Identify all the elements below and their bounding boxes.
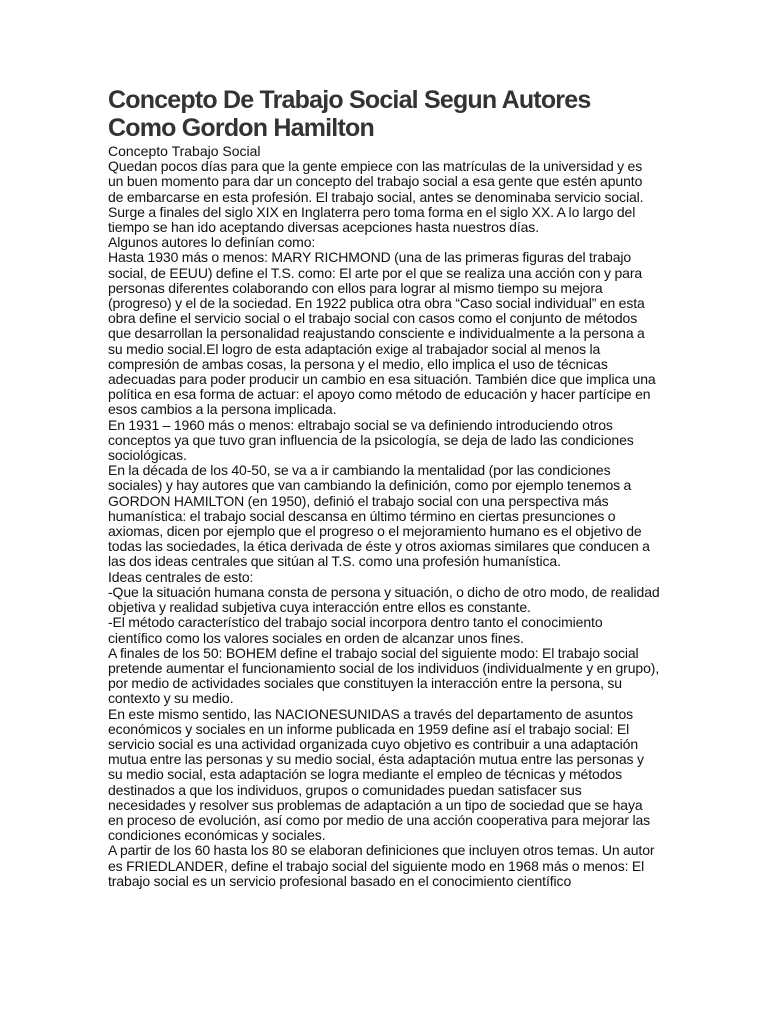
paragraph: Quedan pocos días para que la gente empiece con las matrículas de la universidad y es un buen momento para dar un concepto del trabajo social a esa gente que estén apunto de embarcarse en esta profesión. El trabajo social, antes se denominaba servicio social. Surge a finales del siglo XIX en Inglaterra pero toma forma en el siglo XX. A lo largo del tiempo se han ido aceptando diversas acepciones hasta nuestros días. [108, 158, 644, 236]
paragraph: En la década de los 40-50, se va a ir cambiando la mentalidad (por las condiciones sociales) y hay autores que van cambiando la definición, como por ejemplo tenemos a GORDON HAMILTON (en 1950), definió el trabajo social con una perspectiva más humanística: el trabajo social descansa en último término en ciertas presunciones o axiomas, dicen por ejemplo que el progreso o el mejoramiento humano es el objetivo de todas las sociedades, la ética derivada de éste y otros axiomas similares que conducen a las dos ideas centrales que sitúan al T.S. como una profesión humanística. [108, 462, 650, 570]
paragraph: A partir de los 60 hasta los 80 se elaboran definiciones que incluyen otros temas. Un autor es FRIEDLANDER, define el trabajo social del siguiente modo en 1968 más o menos: El trabajo social es un servicio profesional basado en el conocimiento científico [108, 842, 655, 889]
document-body [108, 159, 660, 889]
document-page [108, 86, 660, 889]
paragraph: En 1931 – 1960 más o menos: eltrabajo social se va definiendo introduciendo otros conceptos ya que tuvo gran influencia de la psicología, se deja de lado las condiciones sociológicas. [108, 416, 634, 464]
paragraph: A finales de los 50: BOHEM define el trabajo social del siguiente modo: El trabajo social pretende aumentar el funcionamiento social de los individuos (individualmente y en grupo), por medio de actividades sociales que constituyen la interacción entre la persona, su contexto y su medio. [108, 644, 660, 707]
paragraph: Algunos autores lo definían como: [108, 234, 316, 251]
section-heading: Concepto Trabajo Social [108, 143, 261, 159]
paragraph: En este mismo sentido, las NACIONESUNIDAS a través del departamento de asuntos económicos y sociales en un informe publicada en 1959 define así el trabajo social: El servicio social es una actividad organizada cuyo objetivo es contribuir a una adaptación mutua entre las personas y su medio social, ésta adaptación mutua entre las personas y su medio social, esta adaptación se logra mediante el empleo de técnicas y métodos destinados a que los individuos, grupos o comunidades puedan satisfacer sus necesidades y resolver sus problemas de adaptación a un tipo de sociedad que se haya en proceso de evolución, así como por medio de una acción cooperativa para mejorar las condiciones económicas y sociales. [108, 705, 651, 844]
paragraph: -El método característico del trabajo social incorpora dentro tanto el conocimiento científico como los valores sociales en orden de alcanzar unos fines. [108, 614, 603, 646]
page-title [108, 86, 660, 142]
paragraph: -Que la situación humana consta de persona y situación, o dicho de otro modo, de realidad objetiva y realidad subjetiva cuya interacción entre ellos es constante. [108, 583, 660, 616]
page-title-line-1: Concepto De Trabajo Social Segun Autores [108, 86, 591, 114]
paragraph: Hasta 1930 más o menos: MARY RICHMOND (una de las primeras figuras del trabajo social, de EEUU) define el T.S. como: El arte por el que se realiza una acción con y para personas diferentes colaborando con ellos para lograr al mismo tiempo su mejora (progreso) y el de la sociedad. En 1922 publica otra obra “Caso social individual” en esta obra define el servicio social o el trabajo social con casos como el conjunto de métodos que desarrollan la personalidad reajustando consciente e individualmente a la persona a su medio social.El logro de esta adaptación exige al trabajador social al menos la compresión de ambas cosas, la persona y el medio, ello implica el uso de técnicas adecuadas para poder producir un cambio en esa situación. También dice que implica una política en esa forma de actuar: el apoyo como método de educación y hacer partícipe en esos cambios a la persona implicada. [108, 249, 656, 418]
page-title-line-2: Como Gordon Hamilton [108, 114, 374, 142]
paragraph: Ideas centrales de esto: [108, 568, 254, 585]
